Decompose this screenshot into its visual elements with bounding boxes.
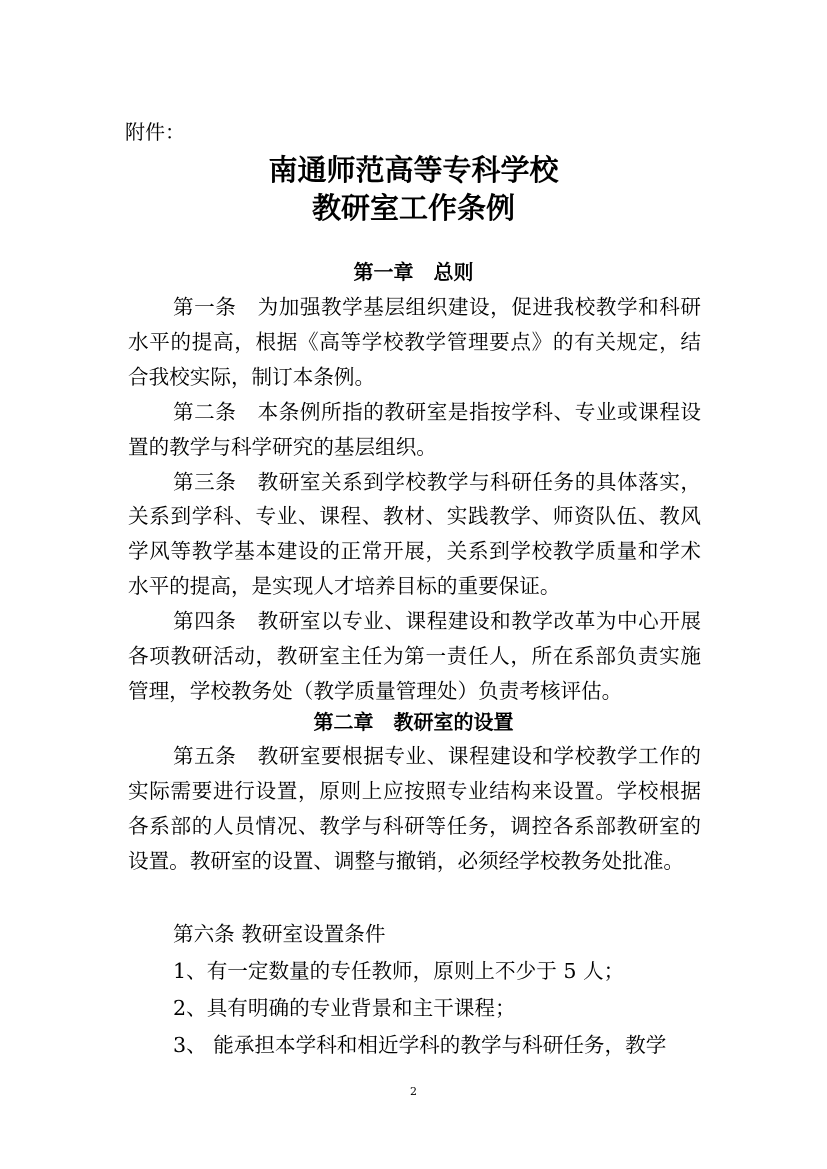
document-title-line-1: 南通师范高等专科学校 (268, 153, 559, 187)
document-title-line-2: 教研室工作条例 (311, 191, 515, 225)
article-3: 第三条 教研室关系到学校教学与科研任务的具体落实，关系到学科、专业、课程、教材、实践教学、师资队伍、教风学风等教学基本建设的正常开展，关系到学校教学质量和学术水平的提高，是实现人才培养目标的重要保证。 (128, 469, 701, 599)
article-5: 第五条 教研室要根据专业、课程建设和学校教学工作的实际需要进行设置，原则上应按照专业结构来设置。学校根据各系部的人员情况、教学与科研等任务，调控各系部教研室的设置。教研室的设置、调整与撤销，必须经学校教务处批准。 (128, 744, 701, 873)
chapter-2-heading: 第二章 教研室的设置 (313, 710, 514, 734)
condition-item: 2、具有明确的专业背景和主干课程； (173, 996, 516, 1020)
chapter-1-body (128, 290, 701, 709)
article-6-heading: 第六条 教研室设置条件 (173, 922, 386, 946)
condition-item: 3、 能承担本学科和相近学科的教学与科研任务，教学 (173, 1033, 667, 1057)
condition-item: 1、有一定数量的专任教师，原则上不少于 5 人； (173, 959, 625, 983)
article-4: 第四条 教研室以专业、课程建设和教学改革为中心开展各项教研活动，教研室主任为第一责任人，所在系部负责实施管理，学校教务处（教学质量管理处）负责考核评估。 (128, 609, 701, 703)
attachment-label: 附件： (125, 120, 185, 144)
page-number: 2 (410, 1085, 417, 1098)
article-6-section (128, 916, 701, 1064)
chapter-2-body (128, 739, 701, 879)
chapter-1-heading: 第一章 总则 (353, 260, 474, 284)
article-1: 第一条 为加强教学基层组织建设，促进我校教学和科研水平的提高，根据《高等学校教学管理要点》的有关规定，结合我校实际，制订本条例。 (128, 295, 701, 389)
article-2: 第二条 本条例所指的教研室是指按学科、专业或课程设置的教学与科学研究的基层组织。 (128, 399, 701, 459)
